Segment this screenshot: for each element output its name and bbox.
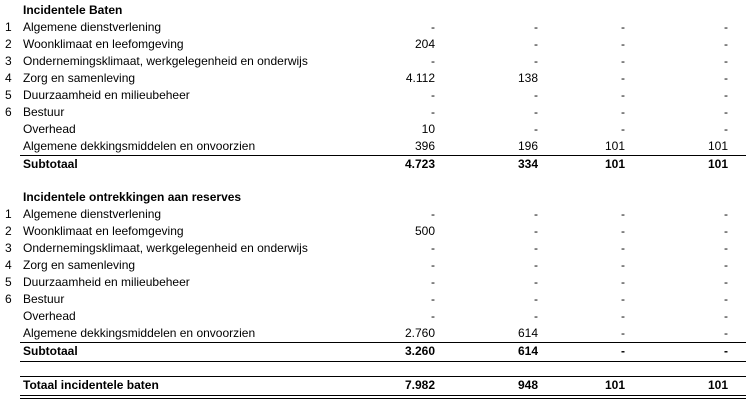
cell-col-4: - [724,292,728,306]
cell-col-2: 614 [517,326,538,340]
cell-col-2: - [534,105,538,119]
table-row [0,19,750,36]
cell-col-2: - [534,292,538,306]
cell-col-1: - [431,88,435,102]
cell-col-4: - [724,207,728,221]
cell-col-3: 101 [604,378,625,392]
row-number: 1 [5,207,12,221]
section-1-title: Incidentele Baten [23,3,123,17]
subtotal-row [0,156,750,173]
row-label: Duurzaamheid en milieubeheer [23,88,190,102]
cell-col-2: - [534,54,538,68]
table-row [0,206,750,223]
cell-col-4: - [724,344,728,358]
cell-col-3: - [621,207,625,221]
cell-col-2: - [534,258,538,272]
row-number: 4 [5,258,12,272]
cell-col-1: 396 [414,139,435,153]
cell-col-4: - [724,224,728,238]
cell-col-1: - [431,309,435,323]
cell-col-1: - [431,241,435,255]
row-label: Zorg en samenleving [23,71,136,85]
cell-col-1: - [431,207,435,221]
row-label: Ondernemingsklimaat, werkgelegenheid en onderwijs [23,54,308,68]
cell-col-1: - [431,275,435,289]
table-row [0,87,750,104]
table-row [0,257,750,274]
section-1-header [0,2,750,19]
cell-col-1: - [431,20,435,34]
section-2-header [0,189,750,206]
cell-col-4: - [724,37,728,51]
row-label: Algemene dienstverlening [23,207,162,221]
cell-col-2: - [534,275,538,289]
cell-col-3: - [621,20,625,34]
row-label: Woonklimaat en leefomgeving [23,224,184,238]
row-label: Woonklimaat en leefomgeving [23,37,184,51]
cell-col-3: - [621,54,625,68]
cell-col-3: - [621,258,625,272]
cell-col-2: 138 [517,71,538,85]
cell-col-1: 4.112 [405,71,435,85]
row-number: 4 [5,71,12,85]
cell-col-2: 614 [517,344,538,358]
cell-col-2: - [534,224,538,238]
cell-col-1: 500 [414,224,435,238]
total-underline-2 [20,398,746,399]
cell-col-3: - [621,292,625,306]
cell-col-3: - [621,122,625,136]
cell-col-2: - [534,20,538,34]
cell-col-2: - [534,207,538,221]
cell-col-4: - [724,20,728,34]
cell-col-3: - [621,224,625,238]
cell-col-3: - [621,326,625,340]
cell-col-3: - [621,309,625,323]
table-row [0,308,750,325]
cell-col-4: - [724,275,728,289]
cell-col-3: - [621,241,625,255]
row-number: 3 [5,241,12,255]
cell-col-4: - [724,309,728,323]
cell-col-4: - [724,326,728,340]
table-row [0,274,750,291]
cell-col-4: 101 [707,378,728,392]
cell-col-2: 196 [517,139,538,153]
subtotal-underline [20,361,746,362]
total-label: Totaal incidentele baten [23,378,159,392]
cell-col-4: - [724,122,728,136]
cell-col-1: 10 [421,122,435,136]
cell-col-1: 2.760 [404,326,435,340]
row-number: 5 [5,275,12,289]
table-row [0,291,750,308]
row-number: 2 [5,37,12,51]
cell-col-4: - [724,258,728,272]
cell-col-3: - [621,37,625,51]
cell-col-3: - [621,105,625,119]
row-number: 5 [5,88,12,102]
table-row [0,104,750,121]
cell-col-3: - [621,344,625,358]
table-row [0,325,750,342]
table-row [0,53,750,70]
cell-col-3: - [621,275,625,289]
row-number: 3 [5,54,12,68]
table-row [0,223,750,240]
cell-col-4: - [724,105,728,119]
cell-col-4: - [724,241,728,255]
row-label: Ondernemingsklimaat, werkgelegenheid en onderwijs [23,241,308,255]
row-number: 6 [5,292,12,306]
total-row [0,377,750,394]
row-label: Algemene dekkingsmiddelen en onvoorzien [23,326,256,340]
cell-col-4: 101 [707,157,728,171]
cell-col-2: - [534,37,538,51]
section-2-title: Incidentele ontrekkingen aan reserves [23,190,242,204]
table-row [0,121,750,138]
total-underline-1 [20,395,746,396]
cell-col-4: 101 [707,139,728,153]
cell-col-4: - [724,71,728,85]
cell-col-3: - [621,71,625,85]
table-row [0,36,750,53]
row-label: Overhead [23,309,76,323]
cell-col-2: 948 [517,378,538,392]
cell-col-1: - [431,258,435,272]
table-row [0,240,750,257]
row-number: 2 [5,224,12,238]
cell-col-1: 4.723 [404,157,435,171]
row-number: 6 [5,105,12,119]
subtotal-label: Subtotaal [23,344,78,358]
table-row [0,138,750,155]
cell-col-3: 101 [604,157,625,171]
row-label: Bestuur [23,292,65,306]
row-number: 1 [5,20,12,34]
cell-col-1: - [431,54,435,68]
subtotal-row [0,343,750,360]
row-label: Duurzaamheid en milieubeheer [23,275,190,289]
cell-col-1: - [431,105,435,119]
cell-col-3: - [621,88,625,102]
cell-col-4: - [724,54,728,68]
subtotal-label: Subtotaal [23,157,78,171]
row-label: Algemene dienstverlening [23,20,162,34]
cell-col-1: 7.982 [404,378,435,392]
cell-col-1: 204 [414,37,435,51]
cell-col-2: - [534,241,538,255]
row-label: Bestuur [23,105,65,119]
table-row [0,70,750,87]
row-label: Zorg en samenleving [23,258,136,272]
row-label: Overhead [23,122,76,136]
cell-col-3: 101 [604,139,625,153]
cell-col-2: - [534,309,538,323]
cell-col-2: - [534,122,538,136]
cell-col-1: - [431,292,435,306]
cell-col-4: - [724,88,728,102]
cell-col-2: - [534,88,538,102]
cell-col-2: 334 [517,157,538,171]
row-label: Algemene dekkingsmiddelen en onvoorzien [23,139,256,153]
cell-col-1: 3.260 [404,344,435,358]
